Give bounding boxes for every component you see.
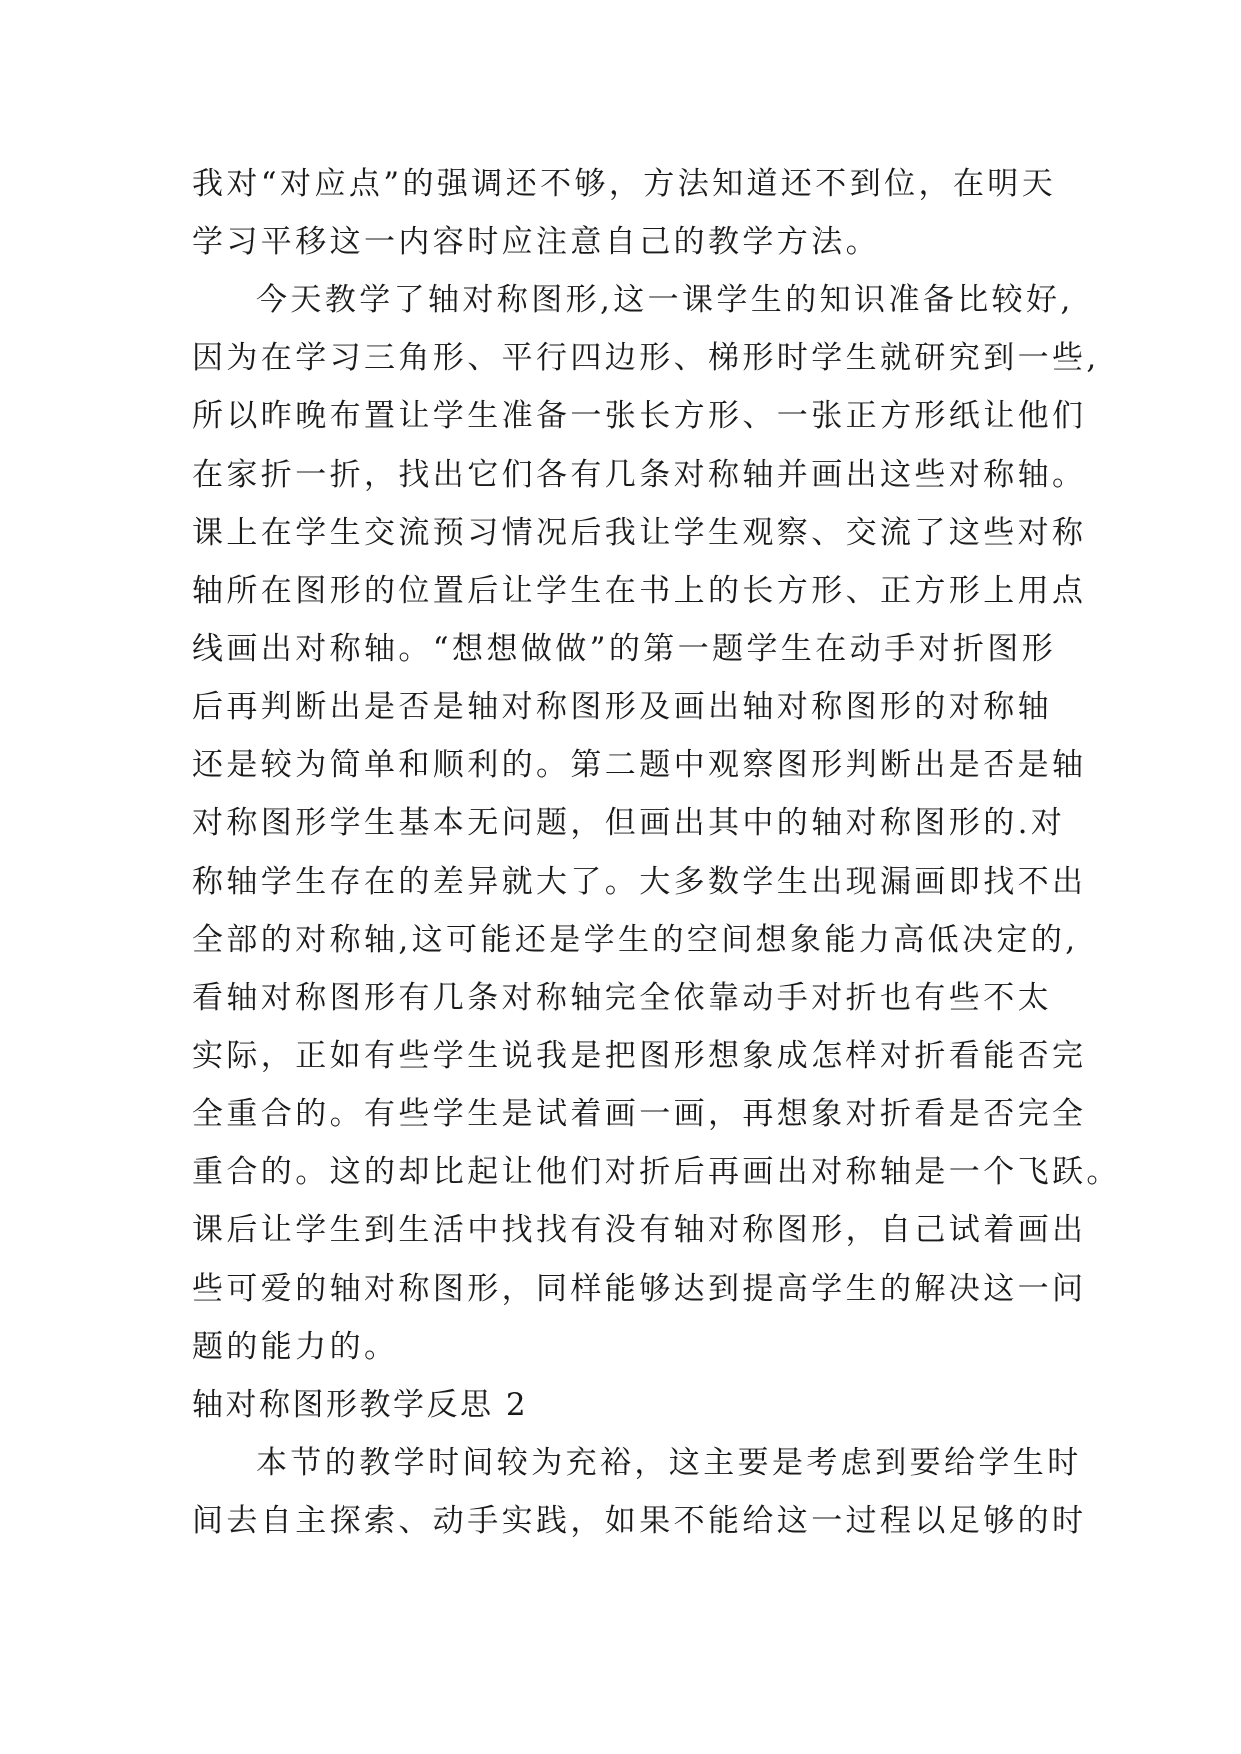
text-line: 称轴学生存在的差异就大了。大多数学生出现漏画即找不出 [192, 864, 1087, 900]
text-line: 课后让学生到生活中找找有没有轴对称图形，自己试着画出 [192, 1212, 1087, 1248]
text-line: 对称图形学生基本无问题，但画出其中的轴对称图形的.对 [192, 805, 1066, 841]
text-line: 我对“对应点”的强调还不够，方法知道还不到位，在明天 [192, 166, 1057, 202]
text-line: 学习平移这一内容时应注意自己的教学方法。 [192, 224, 880, 260]
paragraph-start: 本节的教学时间较为充裕，这主要是考虑到要给学生时 [256, 1445, 1082, 1481]
paragraph-start: 今天教学了轴对称图形,这一课学生的知识准备比较好, [256, 282, 1074, 318]
text-line: 看轴对称图形有几条对称轴完全依靠动手对折也有些不太 [192, 980, 1052, 1016]
text-line: 因为在学习三角形、平行四边形、梯形时学生就研究到一些, [192, 340, 1100, 376]
text-line: 全重合的。有些学生是试着画一画，再想象对折看是否完全 [192, 1096, 1087, 1132]
section-heading: 轴对称图形教学反思 2 [192, 1387, 529, 1423]
text-line: 所以昨晚布置让学生准备一张长方形、一张正方形纸让他们 [192, 398, 1087, 434]
text-line: 全部的对称轴,这可能还是学生的空间想象能力高低决定的, [192, 922, 1079, 958]
text-line: 课上在学生交流预习情况后我让学生观察、交流了这些对称 [192, 515, 1087, 551]
text-line: 重合的。这的却比起让他们对折后再画出对称轴是一个飞跃。 [192, 1154, 1121, 1190]
text-line: 实际，正如有些学生说我是把图形想象成怎样对折看能否完 [192, 1038, 1087, 1074]
text-line: 后再判断出是否是轴对称图形及画出轴对称图形的对称轴 [192, 689, 1052, 725]
text-line: 题的能力的。 [192, 1329, 399, 1365]
text-line: 间去自主探索、动手实践，如果不能给这一过程以足够的时 [192, 1503, 1087, 1539]
text-line: 些可爱的轴对称图形，同样能够达到提高学生的解决这一问 [192, 1271, 1087, 1307]
text-line: 线画出对称轴。“想想做做”的第一题学生在动手对折图形 [192, 631, 1057, 667]
text-line: 还是较为简单和顺利的。第二题中观察图形判断出是否是轴 [192, 747, 1087, 783]
text-line: 在家折一折，找出它们各有几条对称轴并画出这些对称轴。 [192, 457, 1087, 493]
text-line: 轴所在图形的位置后让学生在书上的长方形、正方形上用点 [192, 573, 1087, 609]
